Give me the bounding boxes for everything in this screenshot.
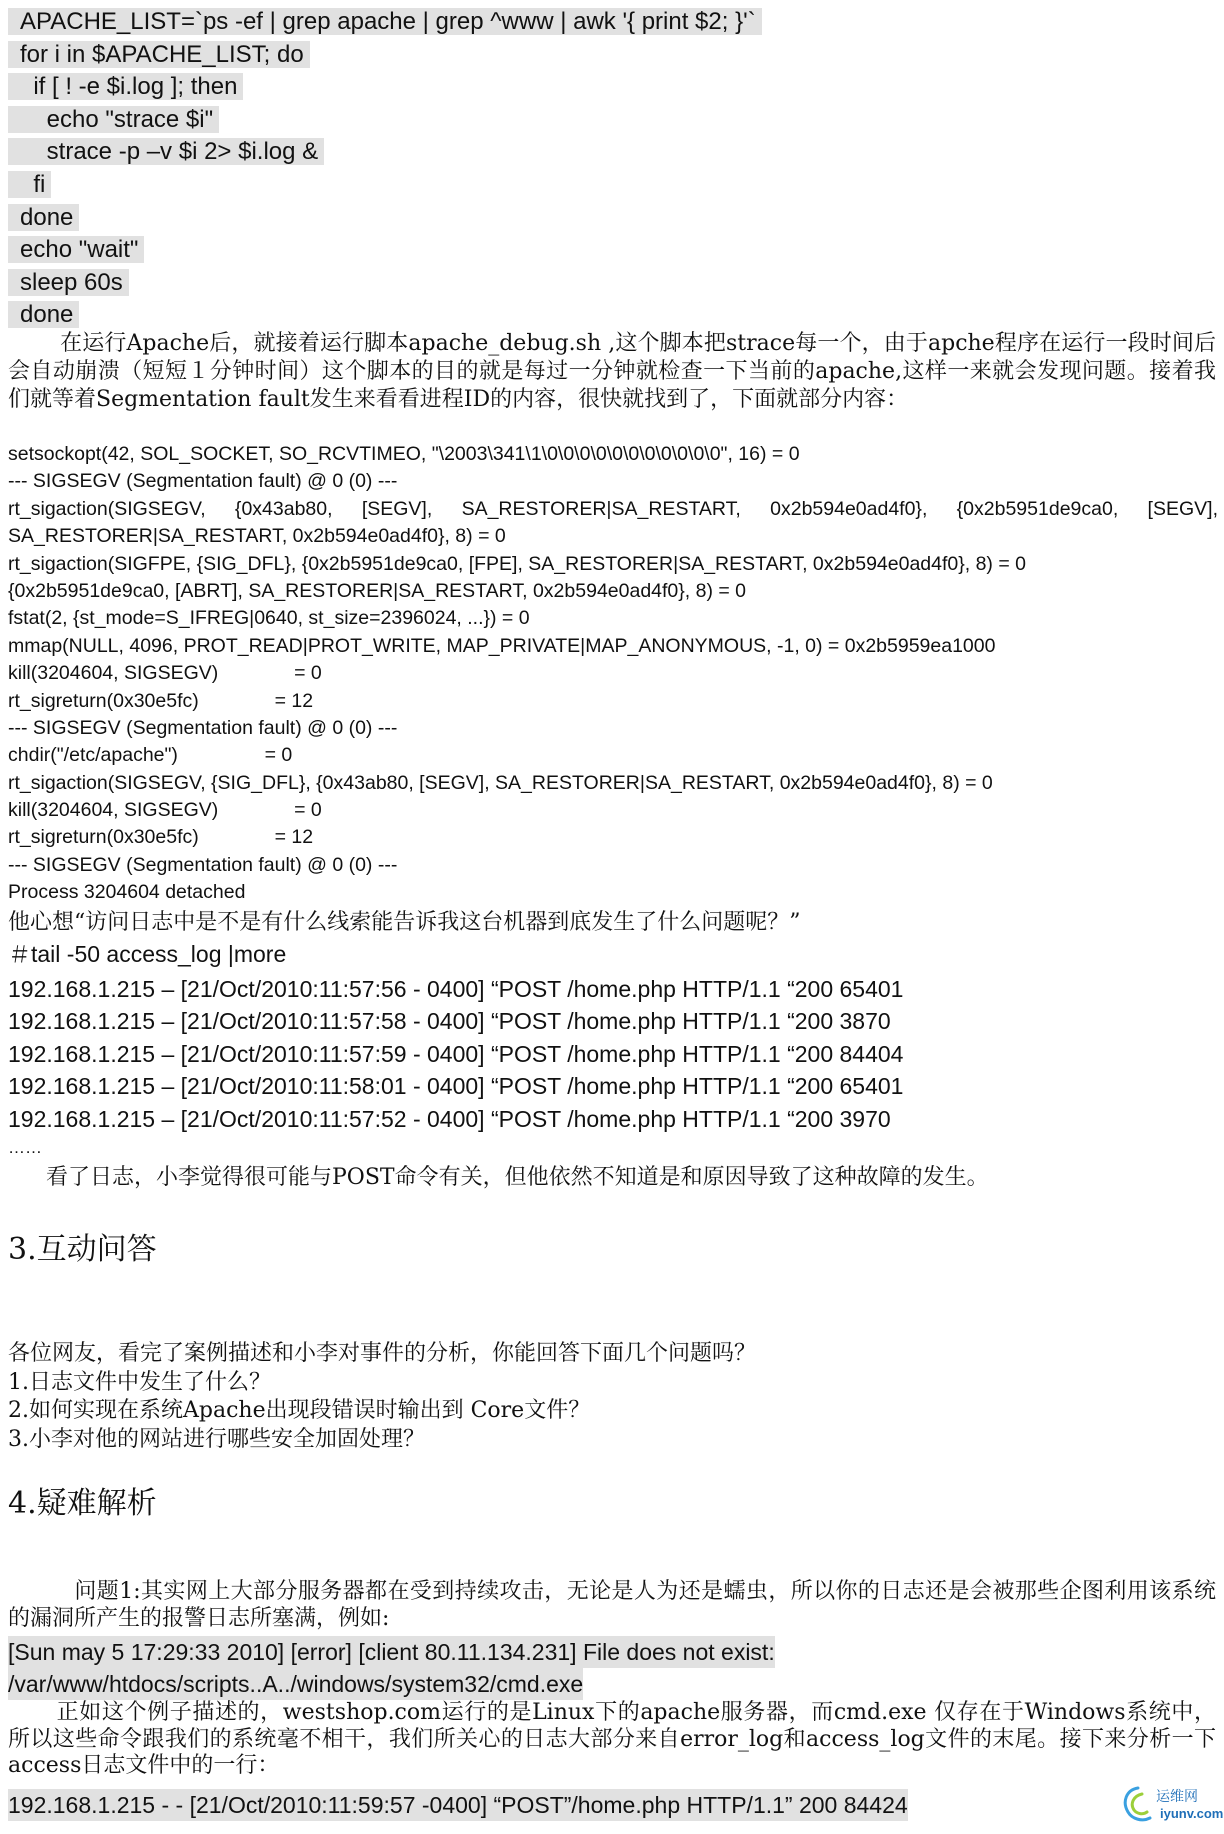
section-heading-4: 4.疑难解析	[8, 1486, 157, 1521]
strace-output	[8, 441, 1218, 907]
code-line: strace -p –v $i 2> $i.log &	[8, 136, 760, 169]
strace-line: {0x2b5951de9ca0, [ABRT], SA_RESTORER|SA_RESTART, 0x2b594e0ad4f0}, 8) = 0	[8, 579, 747, 602]
strace-line: kill(3204604, SIGSEGV) = 0	[8, 662, 322, 685]
strace-line: rt_sigreturn(0x30e5fc) = 12	[8, 826, 314, 849]
code-line: for i in $APACHE_LIST; do	[8, 39, 760, 72]
code-line: echo "strace $i"	[8, 104, 760, 137]
watermark-logo	[1118, 1782, 1224, 1830]
qa-questions	[8, 1340, 1218, 1454]
strace-line: --- SIGSEGV (Segmentation fault) @ 0 (0) ---	[8, 853, 398, 876]
access-log-line: 192.168.1.215 - - [21/Oct/2010:11:59:57 -0400] “POST”/home.php HTTP/1.1” 200 84424	[8, 1789, 908, 1821]
tail-command: ＃tail -50 access_log |more	[8, 941, 287, 967]
explanation-paragraph	[8, 1700, 1216, 1780]
explanation-text: 正如这个例子描述的，westshop.com运行的是Linux下的apache服务器，而cmd.exe 仅存在于Windows系统中，所以这些命令跟我们的系统毫不相干，我们所关心的日志大部分来自error_log和access_log文件的末尾。接下来分析一下access日志文件中的一行：	[8, 1700, 1216, 1778]
question-item: 3.小李对他的网站进行哪些安全加固处理？	[8, 1426, 425, 1452]
shell-script-block	[8, 6, 760, 332]
watermark-domain: iyunv.com	[1160, 1806, 1224, 1821]
strace-line: rt_sigaction(SIGFPE, {SIG_DFL}, {0x2b5951de9ca0, [FPE], SA_RESTORER|SA_RESTART, 0x2b594e0ad4f0}, 8) = 0	[8, 552, 1026, 575]
watermark-name: 运维网	[1156, 1788, 1198, 1804]
code-line: sleep 60s	[8, 267, 760, 300]
strace-line: kill(3204604, SIGSEGV) = 0	[8, 799, 322, 822]
log-line: 192.168.1.215 – [21/Oct/2010:11:57:59 - 0400] “POST /home.php HTTP/1.1 “200 84404	[8, 1040, 904, 1067]
strace-line: rt_sigreturn(0x30e5fc) = 12	[8, 689, 314, 712]
strace-line: fstat(2, {st_mode=S_IFREG|0640, st_size=2396024, ...}) = 0	[8, 607, 530, 630]
answer-1	[8, 1578, 1216, 1632]
strace-line: chdir("/etc/apache") = 0	[8, 744, 293, 767]
answer-1-text: 问题1:其实网上大部分服务器都在受到持续攻击，无论是人为还是蠕虫，所以你的日志还是会被那些企图利用该系统的漏洞所产生的报警日志所塞满，例如:	[8, 1579, 1216, 1631]
ellipsis: ……	[8, 1138, 42, 1157]
strace-line: Process 3204604 detached	[8, 881, 246, 904]
code-line: echo "wait"	[8, 234, 760, 267]
access-log-excerpt	[8, 973, 1008, 1135]
code-line: fi	[8, 169, 760, 202]
strace-line: mmap(NULL, 4096, PROT_READ|PROT_WRITE, MAP_PRIVATE|MAP_ANONYMOUS, -1, 0) = 0x2b5959ea1000	[8, 634, 996, 657]
code-line: APACHE_LIST=`ps -ef | grep apache | grep ^www | awk '{ print $2; }'`	[8, 6, 760, 39]
error-log-example	[8, 1636, 775, 1700]
error-line: [Sun may 5 17:29:33 2010] [error] [client 80.11.134.231] File does not exist:	[8, 1636, 775, 1668]
log-line: 192.168.1.215 – [21/Oct/2010:11:58:01 - 0400] “POST /home.php HTTP/1.1 “200 65401	[8, 1073, 904, 1100]
thought-line: 他心想“访问日志中是不是有什么线索能告诉我这台机器到底发生了什么问题呢？”	[8, 910, 801, 935]
strace-line: rt_sigaction(SIGSEGV, {SIG_DFL}, {0x43ab80, [SEGV], SA_RESTORER|SA_RESTART, 0x2b594e0ad4f0}, 8) = 0	[8, 771, 993, 794]
qa-intro: 各位网友，看完了案例描述和小李对事件的分析，你能回答下面几个问题吗？	[8, 1341, 757, 1366]
intro-paragraph	[8, 330, 1216, 414]
strace-line: rt_sigaction(SIGSEGV, {0x43ab80, [SEGV], SA_RESTORER|SA_RESTART, 0x2b594e0ad4f0}, {0x2b5951de9ca0, [SEGV],	[8, 497, 1218, 520]
error-line: /var/www/htdocs/scripts..A../windows/system32/cmd.exe	[8, 1668, 583, 1700]
code-line: done	[8, 202, 760, 235]
log-line: 192.168.1.215 – [21/Oct/2010:11:57:56 - 0400] “POST /home.php HTTP/1.1 “200 65401	[8, 976, 904, 1002]
log-conclusion: 看了日志，小李觉得很可能与POST命令有关，但他依然不知道是和原因导致了这种故障的发生。	[46, 1165, 989, 1190]
intro-paragraph-text: 在运行Apache后，就接着运行脚本apache_debug.sh ,这个脚本把strace每一个，由于apche程序在运行一段时间后会自动崩溃（短短１分钟时间）这个脚本的目的就是每过一分钟就检查一下当前的apache,这样一来就会发现问题。接着我们就等着Segmentation fault发生来看看进程ID的内容，很快就找到了，下面就部分内容：	[8, 331, 1216, 412]
section-heading-3: 3.互动问答	[8, 1232, 157, 1267]
strace-line: SA_RESTORER|SA_RESTART, 0x2b594e0ad4f0}, 8) = 0	[8, 525, 506, 548]
access-log-line-block	[8, 1789, 908, 1821]
code-line: done	[8, 299, 760, 332]
strace-line: --- SIGSEGV (Segmentation fault) @ 0 (0) ---	[8, 716, 398, 739]
log-line: 192.168.1.215 – [21/Oct/2010:11:57:52 - 0400] “POST /home.php HTTP/1.1 “200 3970	[8, 1105, 891, 1132]
strace-line: --- SIGSEGV (Segmentation fault) @ 0 (0) ---	[8, 470, 398, 493]
code-line: if [ ! -e $i.log ]; then	[8, 71, 760, 104]
question-item: 2.如何实现在系统Apache出现段错误时输出到 Core文件？	[8, 1398, 591, 1423]
strace-line: setsockopt(42, SOL_SOCKET, SO_RCVTIMEO, "\2003\341\1\0\0\0\0\0\0\0\0\0\0\0", 16) = 0	[8, 443, 800, 465]
log-line: 192.168.1.215 – [21/Oct/2010:11:57:58 - 0400] “POST /home.php HTTP/1.1 “200 3870	[8, 1008, 891, 1035]
swirl-logo-icon	[1118, 1782, 1158, 1828]
question-item: 1.日志文件中发生了什么？	[8, 1369, 271, 1395]
